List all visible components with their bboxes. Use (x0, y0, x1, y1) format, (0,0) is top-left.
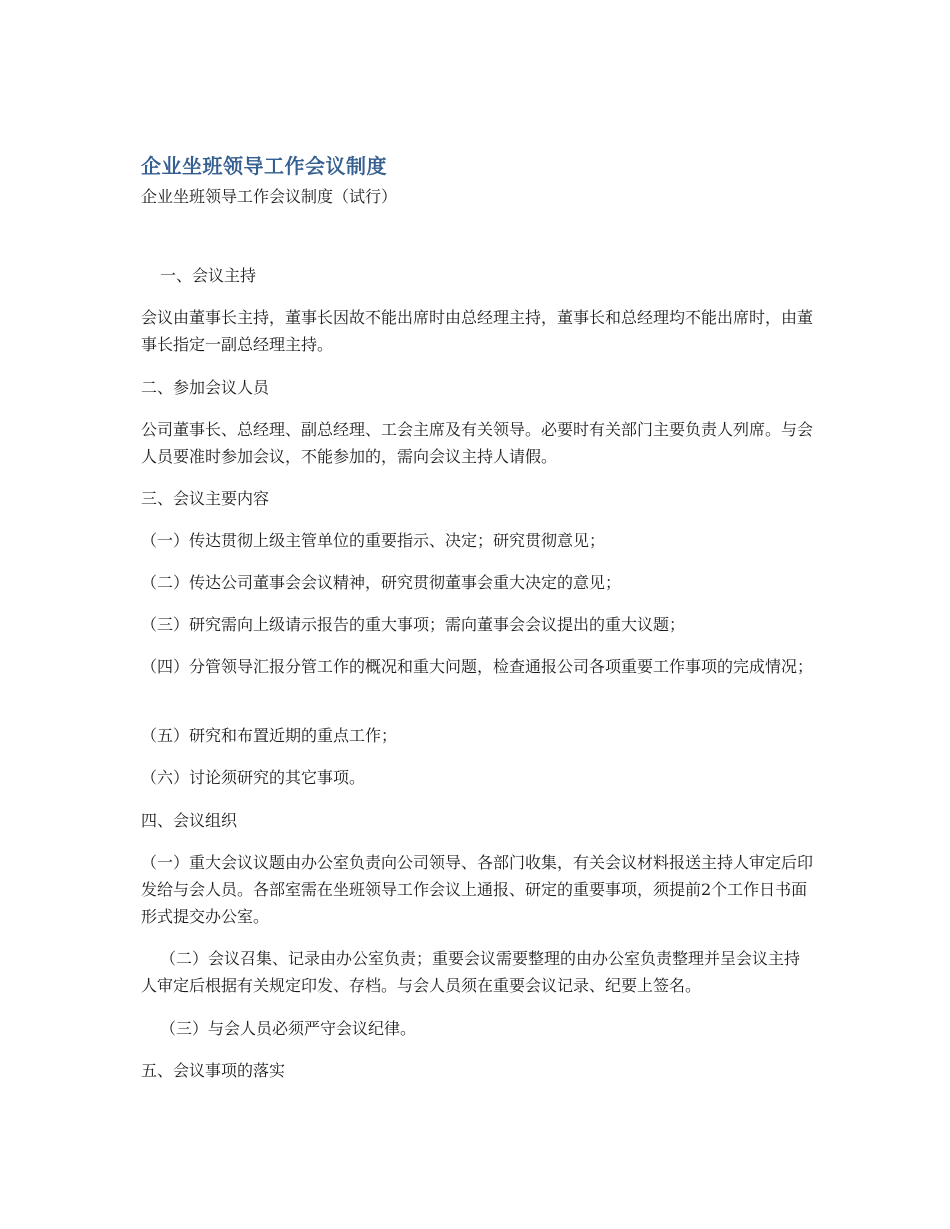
paragraph-hosting: 会议由董事长主持，董事长因故不能出席时由总经理主持，董事长和总经理均不能出席时，由董事长指定一副总经理主持。 (141, 308, 814, 354)
list-item-contents-5: （五）研究和布置近期的重点工作； (141, 726, 398, 745)
list-item-contents-3: （三）研究需向上级请示报告的重大事项；需向董事会会议提出的重大议题； (141, 615, 686, 634)
section-heading-attendees: 二、参加会议人员 (141, 378, 270, 397)
section-heading-implementation: 五、会议事项的落实 (141, 1061, 286, 1080)
document-subtitle: 企业坐班领导工作会议制度（试行） (141, 187, 398, 206)
section-heading-contents: 三、会议主要内容 (141, 489, 270, 508)
list-item-contents-6: （六）讨论须研究的其它事项。 (141, 768, 366, 787)
list-item-organization-2: （二）会议召集、记录由办公室负责；重要会议需要整理的由办公室负责整理并呈会议主持人审定后根据有关规定印发、存档。与会人员须在重要会议记录、纪要上签名。 (141, 949, 801, 995)
list-item-contents-2: （二）传达公司董事会会议精神，研究贯彻董事会重大决定的意见； (141, 573, 622, 592)
list-item-organization-3: （三）与会人员必须严守会议纪律。 (160, 1019, 417, 1038)
list-item-organization-1: （一）重大会议议题由办公室负责向公司领导、各部门收集，有关会议材料报送主持人审定后印发给与会人员。各部室需在坐班领导工作会议上通报、研定的重要事项，须提前2个工作日书面形式提交办公室。 (141, 853, 814, 926)
list-item-contents-4: （四）分管领导汇报分管工作的概况和重大问题，检查通报公司各项重要工作事项的完成情况； (141, 657, 814, 676)
section-heading-organization: 四、会议组织 (141, 811, 238, 830)
paragraph-attendees: 公司董事长、总经理、副总经理、工会主席及有关领导。必要时有关部门主要负责人列席。与会人员要准时参加会议，不能参加的，需向会议主持人请假。 (141, 420, 814, 466)
document-title: 企业坐班领导工作会议制度 (141, 154, 387, 178)
section-heading-hosting: 一、会议主持 (160, 266, 257, 285)
list-item-contents-1: （一）传达贯彻上级主管单位的重要指示、决定；研究贯彻意见； (141, 531, 606, 550)
